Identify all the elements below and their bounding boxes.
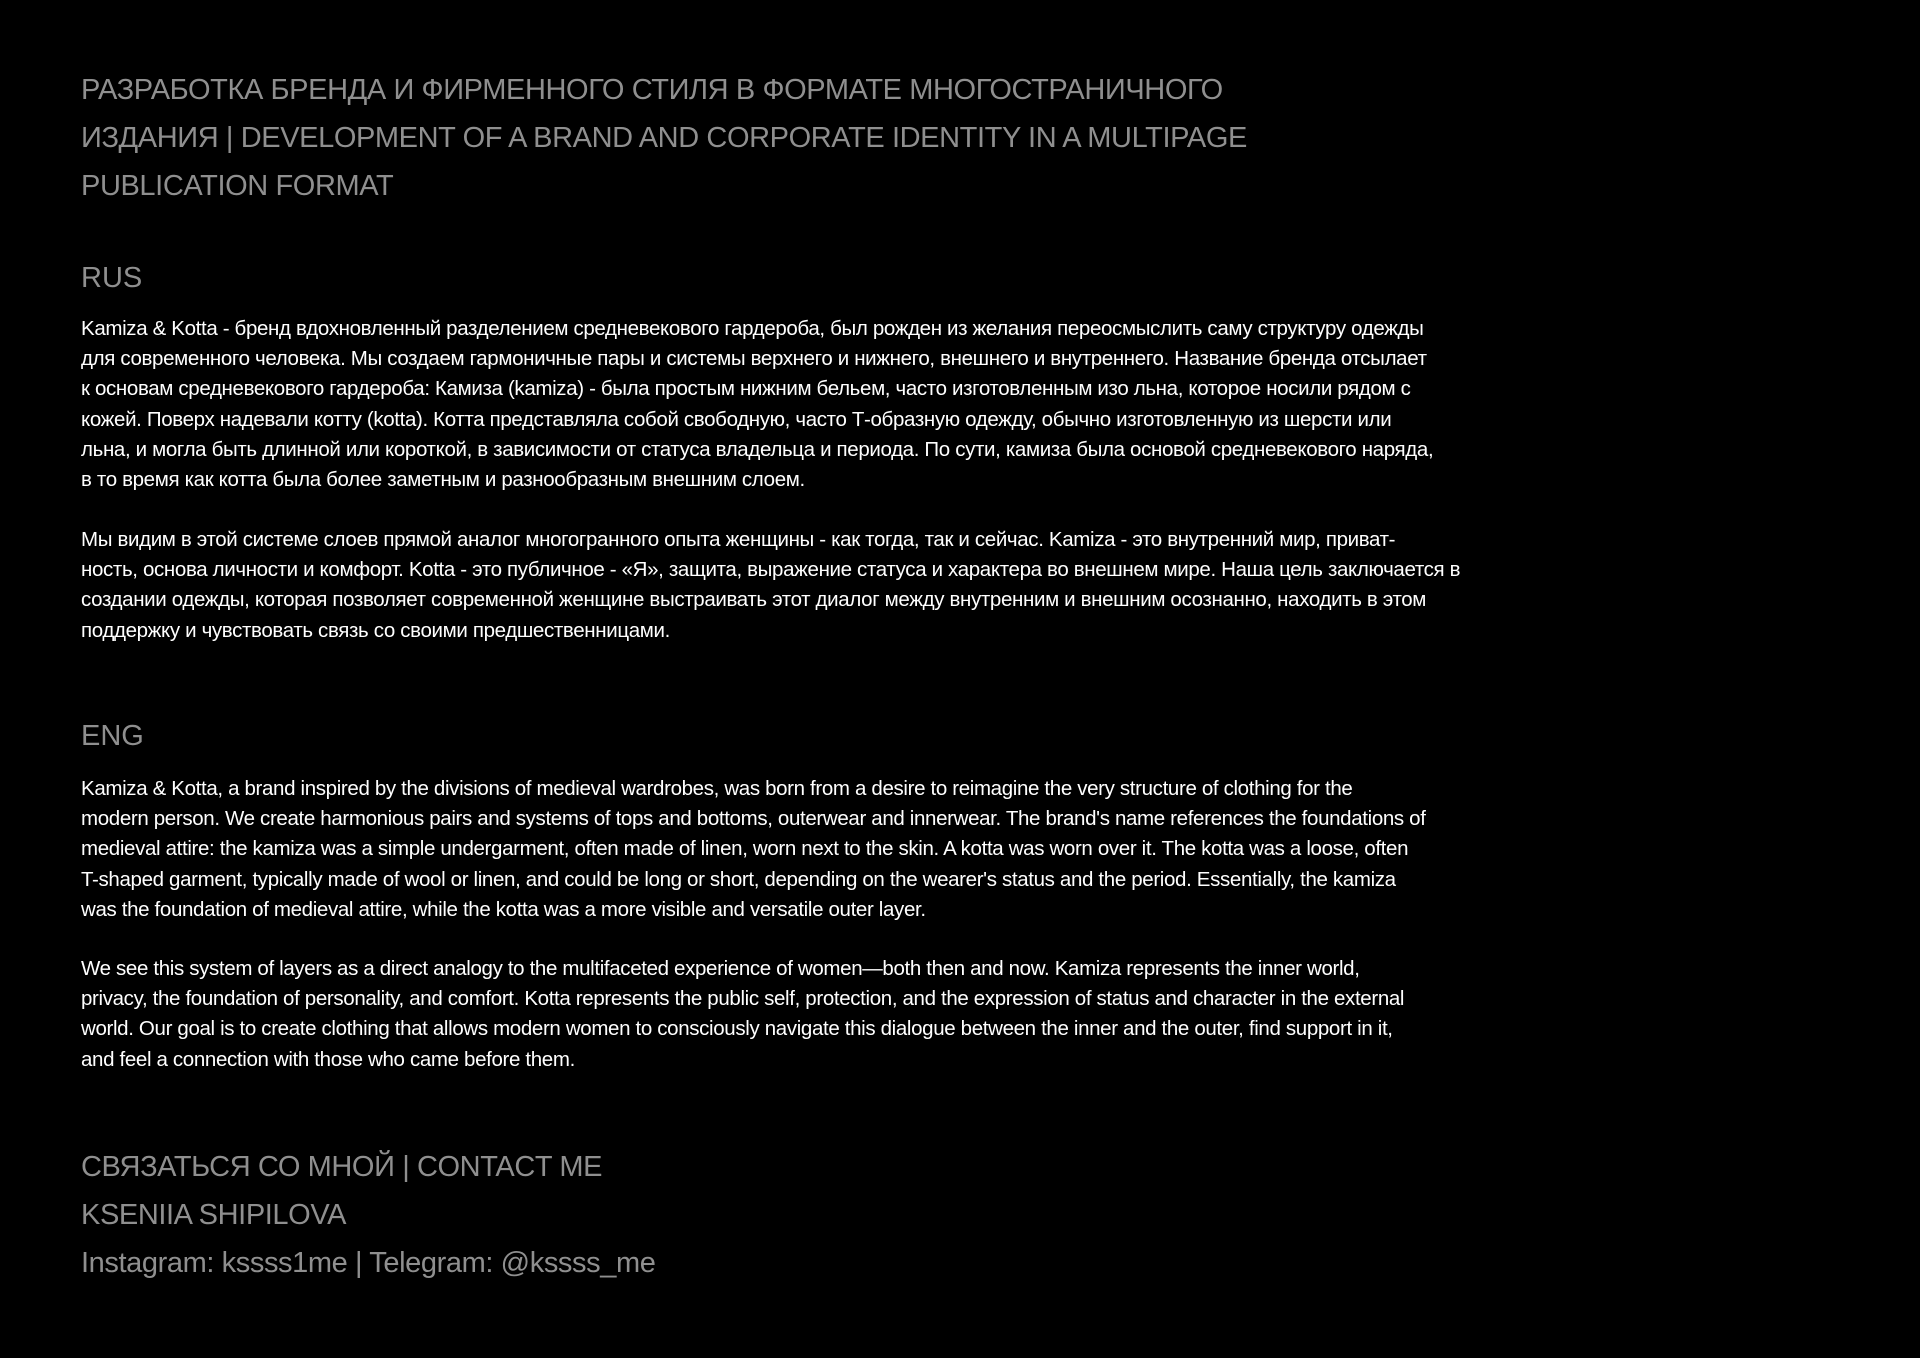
text-line: к основам средневекового гардероба: Камиза (kamiza) - была простым нижним бельем, часто изготовленным изо льна, которое носили рядом с [81,377,1411,401]
text-line: поддержку и чувствовать связь со своими предшественницами. [81,618,670,642]
contact-block [81,1143,655,1287]
text-line: T-shaped garment, typically made of wool or linen, and could be long or short, depending on the wearer's status and the period. Essentially, the kamiza [81,867,1396,891]
rus-section-label: RUS [81,262,143,294]
rus-paragraph-1 [81,314,1701,495]
text-line: создании одежды, которая позволяет современной женщине выстраивать этот диалог между внутренним и внешним осознанно, находить в этом [81,588,1427,612]
contact-heading: СВЯЗАТЬСЯ СО МНОЙ | CONTACT ME [81,1151,603,1183]
text-line: для современного человека. Мы создаем гармоничные пары и системы верхнего и нижнего, внешнего и внутреннего. Название бренда отсылает [81,347,1427,371]
text-line: ность, основа личности и комфорт. Kotta - это публичное - «Я», защита, выражение статуса и характера во внешнем мире. Наша цель заключается в [81,558,1461,582]
eng-section-label: ENG [81,720,144,752]
text-line: льна, и могла быть длинной или короткой, в зависимости от статуса владельца и периода. По сути, камиза была основой средневекового наряда, [81,437,1434,461]
eng-paragraph-1 [81,774,1701,925]
page-title-line-3: PUBLICATION FORMAT [81,170,394,202]
text-line: privacy, the foundation of personality, and comfort. Kotta represents the public self, protection, and the expression of status and character in the external [81,987,1405,1011]
text-line: Kamiza & Kotta, a brand inspired by the divisions of medieval wardrobes, was born from a desire to reimagine the very structure of clothing for the [81,777,1353,800]
text-line: was the foundation of medieval attire, while the kotta was a more visible and versatile outer layer. [81,897,926,921]
rus-paragraph-2 [81,525,1701,646]
text-line: Мы видим в этой системе слоев прямой аналог многогранного опыта женщины - как тогда, так и сейчас. Kamiza - это внутренний мир, приват- [81,528,1396,551]
page-title-line-1: РАЗРАБОТКА БРЕНДА И ФИРМЕННОГО СТИЛЯ В ФОРМАТЕ МНОГОСТРАНИЧНОГО [81,74,1223,106]
text-line: and feel a connection with those who came before them. [81,1047,575,1071]
page-title [81,66,1281,210]
text-line: We see this system of layers as a direct analogy to the multifaceted experience of women—both then and now. Kamiza represents the inner world, [81,957,1360,980]
contact-name: KSENIIA SHIPILOVA [81,1199,347,1231]
page-title-line-2: ИЗДАНИЯ | DEVELOPMENT OF A BRAND AND CORPORATE IDENTITY IN A MULTIPAGE [81,122,1247,154]
text-line: modern person. We create harmonious pairs and systems of tops and bottoms, outerwear and innerwear. The brand's name references the foundations of [81,807,1426,831]
text-line: в то время как котта была более заметным и разнообразным внешним слоем. [81,468,805,492]
eng-paragraph-2 [81,954,1701,1075]
contact-socials: Instagram: kssss1me | Telegram: @kssss_me [81,1247,656,1279]
text-line: кожей. Поверх надевали котту (kotta). Котта представляла собой свободную, часто Т-образную одежду, обычно изготовленную из шерсти или [81,407,1392,431]
text-line: Kamiza & Kotta - бренд вдохновленный разделением средневекового гардероба, был рожден из желания переосмыслить саму структуру одежды [81,317,1424,340]
text-line: medieval attire: the kamiza was a simple undergarment, often made of linen, worn next to the skin. A kotta was worn over it. The kotta was a loose, often [81,837,1409,861]
text-line: world. Our goal is to create clothing that allows modern women to consciously navigate this dialogue between the inner and the outer, find support in it, [81,1017,1393,1041]
